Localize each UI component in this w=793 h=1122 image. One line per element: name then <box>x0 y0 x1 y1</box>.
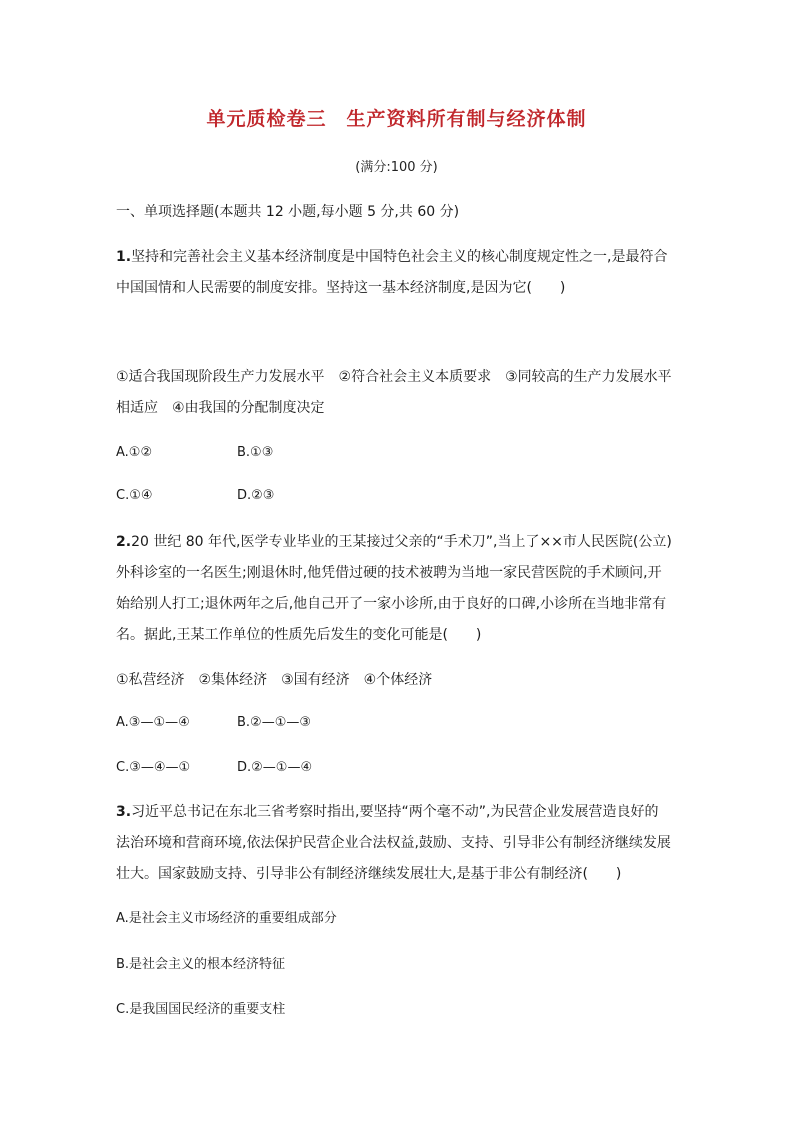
question-3-line-3: 壮大。国家鼓励支持、引导非公有制经济继续发展壮大,是基于非公有制经济( ) <box>116 866 622 882</box>
question-1-option-d[interactable]: D.②③ <box>237 488 275 503</box>
question-3-line-1 <box>116 802 658 822</box>
question-1-option-b[interactable]: B.①③ <box>237 445 274 460</box>
question-2-option-b[interactable]: B.②—①—③ <box>237 715 312 730</box>
question-3-option-b[interactable]: B.是社会主义的根本经济特征 <box>116 957 286 972</box>
question-1-statement-2: 相适应 ④由我国的分配制度决定 <box>116 400 325 416</box>
question-1-line-1 <box>116 247 668 267</box>
question-2-number: 2. <box>116 534 132 550</box>
section-heading: 一、单项选择题(本题共 12 小题,每小题 5 分,共 60 分) <box>116 204 460 220</box>
question-1-option-c[interactable]: C.①④ <box>116 488 153 503</box>
question-1-statement-1: ①适合我国现阶段生产力发展水平 ②符合社会主义本质要求 ③同较高的生产力发展水平 <box>116 369 672 385</box>
exam-title: 单元质检卷三 生产资料所有制与经济体制 <box>206 108 587 130</box>
question-2-line-3: 始给别人打工;退休两年之后,他自己开了一家小诊所,由于良好的口碑,小诊所在当地非常有 <box>116 596 667 612</box>
question-2-text-1: 20 世纪 80 年代,医学专业毕业的王某接过父亲的“手术刀”,当上了××市人民医院(公立) <box>131 534 672 550</box>
question-1-line-2: 中国国情和人民需要的制度安排。坚持这一基本经济制度,是因为它( ) <box>116 280 566 296</box>
question-2-line-4: 名。据此,王某工作单位的性质先后发生的变化可能是( ) <box>116 627 482 643</box>
question-3-option-c[interactable]: C.是我国国民经济的重要支柱 <box>116 1002 286 1017</box>
question-1-option-a[interactable]: A.①② <box>116 445 153 460</box>
question-3-number: 3. <box>116 804 132 820</box>
question-2-option-d[interactable]: D.②—①—④ <box>237 760 313 775</box>
question-3-line-2: 法治环境和营商环境,依法保护民营企业合法权益,鼓励、支持、引导非公有制经济继续发展 <box>116 835 671 851</box>
question-3-option-a[interactable]: A.是社会主义市场经济的重要组成部分 <box>116 911 337 926</box>
question-2-option-c[interactable]: C.③—④—① <box>116 760 191 775</box>
question-1-text-1: 坚持和完善社会主义基本经济制度是中国特色社会主义的核心制度规定性之一,是最符合 <box>131 249 668 265</box>
question-2-statement: ①私营经济 ②集体经济 ③国有经济 ④个体经济 <box>116 672 433 688</box>
question-2-line-1 <box>116 532 672 552</box>
question-2-option-a[interactable]: A.③—①—④ <box>116 715 190 730</box>
question-3-text-1: 习近平总书记在东北三省考察时指出,要坚持“两个毫不动”,为民营企业发展营造良好的 <box>131 804 659 820</box>
question-1-number: 1. <box>116 249 132 265</box>
exam-score-note: (满分:100 分) <box>355 160 438 175</box>
question-2-line-2: 外科诊室的一名医生;刚退休时,他凭借过硬的技术被聘为当地一家民营医院的手术顾问,开 <box>116 565 662 581</box>
